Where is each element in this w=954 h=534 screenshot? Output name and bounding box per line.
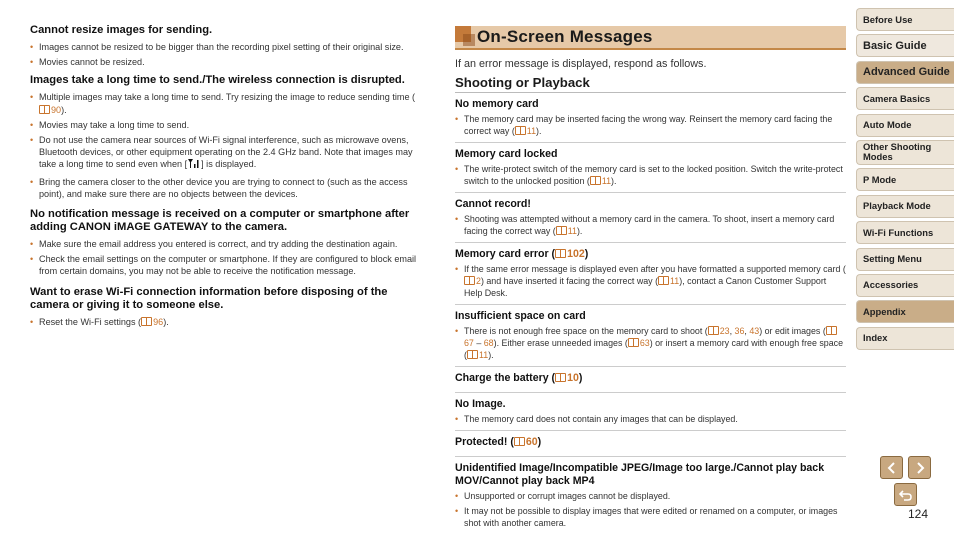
return-arrow-icon xyxy=(899,489,913,501)
left-column xyxy=(30,24,425,328)
page-ref-link[interactable]: 23 xyxy=(719,326,730,336)
tab-playback-mode[interactable]: Playback Mode xyxy=(856,195,954,218)
page-ref-icon xyxy=(826,326,837,335)
entry-heading xyxy=(455,436,846,449)
bullet-text: Do not use the camera near sources of Wi-Fi signal interference, such as microwave ovens, Bluetooth devices, or other equipment operating on the 2.4 GHz band. Note that images may take a long time to send even when [ xyxy=(39,135,413,170)
page-number: 124 xyxy=(908,507,929,521)
bullet-text: ) or insert a memory card with enough free space ( xyxy=(464,338,844,360)
page-ref-link[interactable]: 60 xyxy=(525,436,538,448)
entry-heading: No memory card xyxy=(455,98,539,110)
entry-heading-text: Memory card error ( xyxy=(455,248,556,260)
bullet: • Bring the camera closer to the other device you are trying to connect to (such as the access point), and make sure there are no objects between the devices. xyxy=(30,176,425,200)
bullet-text: ). xyxy=(488,350,494,360)
bullet xyxy=(455,263,846,299)
entry-heading xyxy=(455,248,846,261)
page-ref-link[interactable]: 68 xyxy=(483,338,494,348)
bullet xyxy=(30,316,425,328)
bullet: • It may not be possible to display images that were edited or renamed on a computer, or images shot with another camera. xyxy=(455,505,846,529)
tab-p-mode[interactable]: P Mode xyxy=(856,168,954,191)
bullet-text: The write-protect switch of the memory card is set to the locked position. Switch the write-protect switch to the unlocked position ( xyxy=(464,164,843,186)
entry-heading: Memory card locked xyxy=(455,148,558,160)
bullet: • Images cannot be resized to be bigger than the recording pixel setting of their original size. xyxy=(30,41,425,53)
entry-no-memory-card xyxy=(455,93,846,143)
bullet-text: ) and have inserted it facing the correct way ( xyxy=(480,276,659,286)
page-ref-link[interactable]: 11 xyxy=(567,226,577,236)
tab-index[interactable]: Index xyxy=(856,327,954,350)
prev-page-button[interactable] xyxy=(880,456,903,479)
page-ref-link[interactable]: 96 xyxy=(153,316,164,327)
bullet xyxy=(455,113,846,137)
bullet-text: ), contact a Canon Customer Support Help Desk. xyxy=(464,276,827,298)
page-ref-icon xyxy=(556,226,567,235)
bullet: • Movies may take a long time to send. xyxy=(30,119,425,131)
page-ref-link[interactable]: 102 xyxy=(567,248,585,260)
entry-insufficient-space xyxy=(455,305,846,367)
page-ref-icon xyxy=(555,249,566,258)
page-ref-icon xyxy=(590,176,601,185)
entry-heading-text: Protected! ( xyxy=(455,436,514,448)
bullet-text: ] is displayed. xyxy=(201,159,257,170)
tab-appendix[interactable]: Appendix xyxy=(856,300,954,323)
page-ref-link[interactable]: 90 xyxy=(51,104,62,115)
page-ref-icon xyxy=(515,126,526,135)
page-ref-icon xyxy=(514,437,525,446)
bullet xyxy=(455,325,846,361)
chevron-left-icon xyxy=(887,462,897,474)
page-ref-link[interactable]: 11 xyxy=(526,126,537,136)
bullet: • Check the email settings on the computer or smartphone. If they are configured to block email from certain domains, you may not be able to receive the notification message. xyxy=(30,253,425,277)
page-ref-link[interactable]: 36 xyxy=(734,326,745,336)
page-ref-icon xyxy=(555,373,566,382)
bullet-text: ). xyxy=(576,226,583,236)
bullet-text: – xyxy=(473,338,484,348)
page-ref-link[interactable]: 11 xyxy=(601,176,612,186)
entry-heading-text: ) xyxy=(584,248,589,260)
page-title-bar xyxy=(455,26,846,50)
page-ref-icon xyxy=(39,105,50,114)
bullet xyxy=(455,213,846,237)
chevron-right-icon xyxy=(915,462,925,474)
bullet-text: If the same error message is displayed even after you have formatted a supported memory card ( xyxy=(464,264,846,274)
bullet-text: There is not enough free space on the memory card to shoot ( xyxy=(464,326,708,336)
bullet-text: The memory card may be inserted facing the wrong way. Reinsert the memory card facing the correct way ( xyxy=(464,114,833,136)
entry-heading: Insufficient space on card xyxy=(455,310,586,322)
heading-resize: Cannot resize images for sending. xyxy=(30,24,213,36)
section-erase-wifi xyxy=(30,286,425,328)
page-ref-icon xyxy=(141,317,152,326)
back-button[interactable] xyxy=(894,483,917,506)
section-notification xyxy=(30,208,425,278)
entry-cannot-record xyxy=(455,193,846,243)
entry-heading xyxy=(455,372,846,385)
page-title: On-Screen Messages xyxy=(477,27,653,46)
entry-charge-battery xyxy=(455,367,846,393)
bullet xyxy=(30,91,425,115)
bullet-text: Multiple images may take a long time to send. Try resizing the image to reduce sending time ( xyxy=(39,92,416,103)
entry-heading-text: Charge the battery ( xyxy=(455,372,556,384)
tab-basic-guide[interactable]: Basic Guide xyxy=(856,34,954,57)
page-ref-link[interactable]: 11 xyxy=(478,350,489,360)
page-ref-icon xyxy=(708,326,719,335)
intro-text: If an error message is displayed, respond as follows. xyxy=(455,58,707,70)
bullet-text: ). xyxy=(61,104,67,115)
entry-heading-text: ) xyxy=(578,372,583,384)
page-ref-link[interactable]: 67 xyxy=(464,338,474,348)
bullet-text: Reset the Wi-Fi settings ( xyxy=(39,316,142,327)
heading-send-time: Images take a long time to send./The wireless connection is disrupted. xyxy=(30,74,405,87)
bullet-text: ) or edit images ( xyxy=(759,326,826,336)
bullet xyxy=(30,134,425,173)
page-ref-icon xyxy=(628,338,639,347)
bullet-text: Shooting was attempted without a memory card in the camera. To shoot, insert a memory card facing the correct way ( xyxy=(464,214,835,236)
page-ref-icon xyxy=(467,350,478,359)
bullet-text: , xyxy=(729,326,735,336)
page-ref-link[interactable]: 2 xyxy=(476,276,481,286)
section-resize xyxy=(30,24,425,68)
bullet-text: ). xyxy=(163,316,169,327)
page-ref-icon xyxy=(658,276,669,285)
bullet: • Movies cannot be resized. xyxy=(30,56,425,68)
next-page-button[interactable] xyxy=(908,456,931,479)
bullet-text: ). xyxy=(611,176,617,186)
bullet-text: ). xyxy=(536,126,542,136)
tab-camera-basics[interactable]: Camera Basics xyxy=(856,87,954,110)
entry-heading: Cannot record! xyxy=(455,198,531,210)
tab-wifi-functions[interactable]: Wi-Fi Functions xyxy=(856,221,954,244)
entry-heading: No Image. xyxy=(455,398,506,410)
chapter-nav xyxy=(856,8,954,353)
bullet-text: , xyxy=(744,326,750,336)
tab-setting-menu[interactable]: Setting Menu xyxy=(856,248,954,271)
entry-card-locked xyxy=(455,143,846,193)
heading-notification: No notification message is received on a computer or smartphone after adding CANON iMAGE GATEWAY to the camera. xyxy=(30,208,410,234)
page-ref-link[interactable]: 10 xyxy=(567,372,579,384)
bullet xyxy=(455,163,846,187)
entry-heading-text: ) xyxy=(537,436,542,448)
tab-other-shooting-modes[interactable]: Other Shooting Modes xyxy=(856,140,954,165)
entry-protected xyxy=(455,431,846,457)
bullet: • Make sure the email address you entered is correct, and try adding the destination again. xyxy=(30,238,425,250)
page-ref-link[interactable]: 43 xyxy=(749,326,760,336)
bullet: • Unsupported or corrupt images cannot be displayed. xyxy=(455,490,846,502)
entry-card-error xyxy=(455,243,846,305)
page-ref-link[interactable]: 63 xyxy=(639,338,650,348)
bullet-text: ). Either erase unneeded images ( xyxy=(493,338,628,348)
entry-heading: Unidentified Image/Incompatible JPEG/Image too large./Cannot play back MOV/Cannot play back MP4 xyxy=(455,462,825,487)
page-ref-link[interactable]: 11 xyxy=(670,276,680,286)
bullet: • The memory card does not contain any images that can be displayed. xyxy=(455,413,846,425)
tab-before-use[interactable]: Before Use xyxy=(856,8,954,31)
main-column xyxy=(455,26,846,534)
entry-unidentified-image xyxy=(455,457,846,534)
tab-auto-mode[interactable]: Auto Mode xyxy=(856,114,954,137)
entry-no-image xyxy=(455,393,846,431)
tab-accessories[interactable]: Accessories xyxy=(856,274,954,297)
page-ref-icon xyxy=(464,276,475,285)
wifi-signal-icon xyxy=(187,158,201,172)
title-marker-shadow xyxy=(463,34,475,46)
tab-advanced-guide[interactable]: Advanced Guide xyxy=(856,61,954,84)
section-heading: Shooting or Playback xyxy=(455,75,846,93)
heading-erase-wifi: Want to erase Wi-Fi connection information before disposing of the camera or giving it to someone else. xyxy=(30,285,388,311)
section-send-time xyxy=(30,74,425,200)
